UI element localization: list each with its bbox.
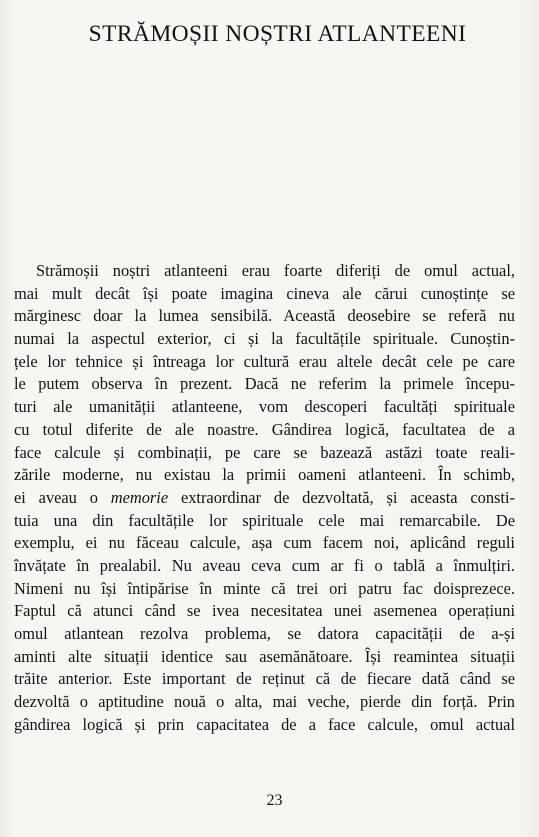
text-line: face calcule și combinații, pe care se bazează astăzi toate reali- — [14, 442, 515, 462]
text-line: tuia una din facultățile lor spirituale cele mai remarcabile. De — [14, 510, 515, 530]
text-line: dezvoltă o aptitudine nouă o alta, mai veche, pierde din forță. Prin — [14, 692, 515, 712]
text-line-with-emphasis — [14, 487, 515, 510]
text-segment: extraordinar de dezvoltată, și aceasta consti- — [168, 487, 515, 507]
text-line: le putem observa în prezent. Dacă ne referim la primele începu- — [14, 374, 515, 394]
text-line: exemplu, ei nu făceau calcule, așa cum facem noi, aplicând reguli — [14, 533, 515, 553]
text-line: numai la aspectul exterior, ci și la facultățile spirituale. Cunoștin- — [14, 329, 515, 349]
text-line: omul atlantean rezolva problema, se datora capacității de a-și — [14, 624, 515, 643]
chapter-title: STRĂMOȘII NOȘTRI ATLANTEENI — [88, 21, 467, 47]
text-line: mărginesc doar la lumea sensibilă. Această deosebire se referă nu — [14, 306, 515, 326]
text-segment: ei aveau o — [14, 487, 111, 507]
text-line: turi ale umanității atlanteene, vom descoperi facultăți spirituale — [14, 397, 515, 417]
text-line: Strămoșii noștri atlanteeni erau foarte diferiți de omul actual, — [36, 261, 515, 280]
text-line: gândirea logică și prin capacitatea de a face calcule, omul actual — [14, 714, 515, 734]
text-line: mai mult decât își poate imagina cineva ale cărui cunoștințe se — [14, 283, 515, 303]
page-number: 23 — [266, 792, 283, 809]
text-line: învățate în prealabil. Nu aveau ceva cum ar fi o tablă a înmulțiri. — [14, 555, 515, 575]
emphasized-word: memorie — [110, 487, 169, 507]
text-line: cu totul diferite de ale noastre. Gândirea logică, facultatea de a — [14, 419, 515, 439]
text-line: Faptul că atunci când se ivea necesitatea unei asemenea operațiuni — [14, 601, 515, 621]
text-line: trăite anterior. Este important de reținut că de fiecare dată când se — [14, 669, 515, 689]
text-line: țele lor tehnice și întreaga lor cultură erau altele decât cele pe care — [14, 351, 515, 371]
text-line: Nimeni nu își întipărise în minte că trei ori patru fac doisprezece. — [14, 578, 515, 598]
body-paragraph — [14, 260, 515, 736]
text-line: aminti alte situații identice sau asemănătoare. Își reamintea situații — [14, 646, 515, 666]
text-line: zările moderne, nu existau la primii oameni atlanteeni. În schimb, — [14, 465, 515, 485]
